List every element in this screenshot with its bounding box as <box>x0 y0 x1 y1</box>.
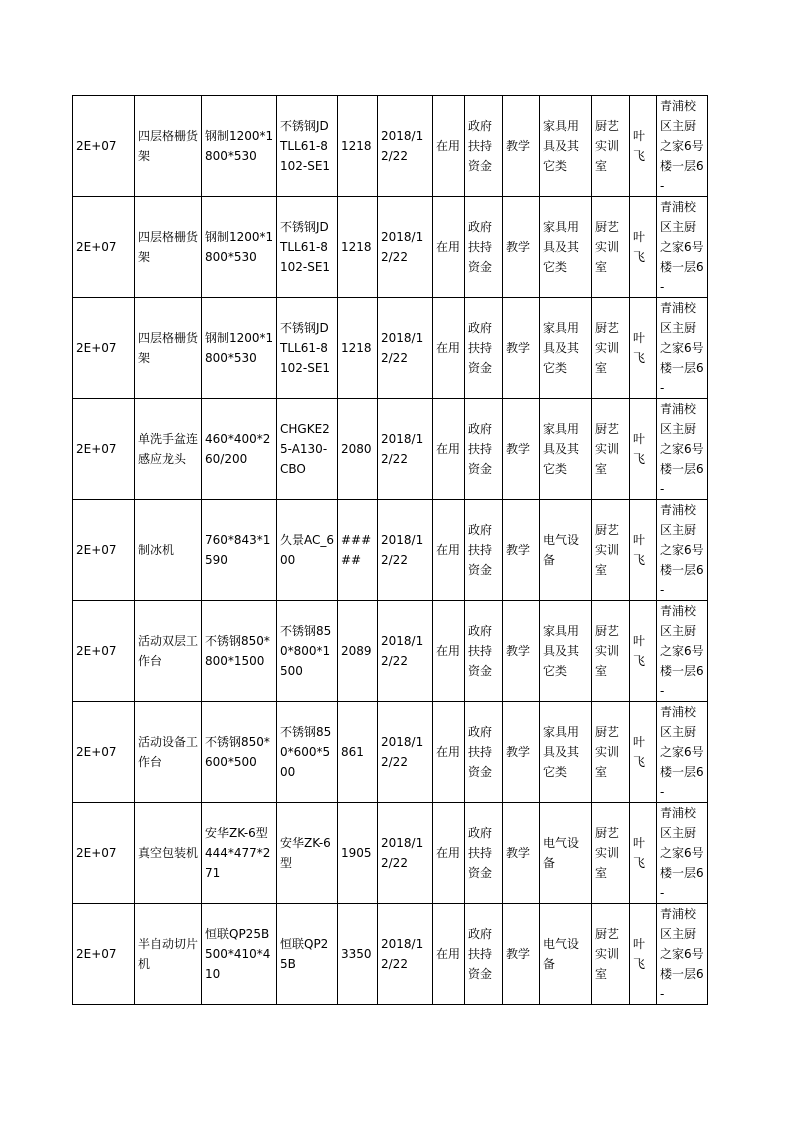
custodian-cell: 叶飞 <box>630 96 657 197</box>
funding-source-cell: 政府扶持资金 <box>465 96 503 197</box>
status-cell: 在用 <box>433 96 465 197</box>
usage-cell: 教学 <box>503 298 540 399</box>
category-cell: 家具用具及其它类 <box>540 399 592 500</box>
spec-cell: 760*843*1590 <box>202 500 277 601</box>
model-cell: 不锈钢850*600*500 <box>277 702 338 803</box>
table-row <box>73 197 708 298</box>
category-cell: 家具用具及其它类 <box>540 96 592 197</box>
asset-table <box>72 95 708 1005</box>
custodian-cell: 叶飞 <box>630 601 657 702</box>
location-cell: 青浦校区主厨之家6号楼一层6- <box>657 803 708 904</box>
table-row <box>73 904 708 1005</box>
department-cell: 厨艺实训室 <box>592 601 630 702</box>
status-cell: 在用 <box>433 601 465 702</box>
asset-name-cell: 活动设备工作台 <box>135 702 202 803</box>
model-cell: 不锈钢JDTLL61-8102-SE1 <box>277 96 338 197</box>
date-cell: 2018/12/22 <box>378 803 433 904</box>
category-cell: 电气设备 <box>540 904 592 1005</box>
asset-number-cell: 2E+07 <box>73 904 135 1005</box>
location-cell: 青浦校区主厨之家6号楼一层6- <box>657 197 708 298</box>
asset-number-cell: 2E+07 <box>73 702 135 803</box>
custodian-cell: 叶飞 <box>630 500 657 601</box>
price-cell: 2089 <box>338 601 378 702</box>
model-cell: CHGKE25-A130-CBO <box>277 399 338 500</box>
date-cell: 2018/12/22 <box>378 399 433 500</box>
table-row <box>73 298 708 399</box>
custodian-cell: 叶飞 <box>630 197 657 298</box>
date-cell: 2018/12/22 <box>378 197 433 298</box>
funding-source-cell: 政府扶持资金 <box>465 904 503 1005</box>
usage-cell: 教学 <box>503 601 540 702</box>
spec-cell: 钢制1200*1800*530 <box>202 298 277 399</box>
category-cell: 家具用具及其它类 <box>540 197 592 298</box>
funding-source-cell: 政府扶持资金 <box>465 803 503 904</box>
asset-name-cell: 四层格栅货架 <box>135 96 202 197</box>
status-cell: 在用 <box>433 904 465 1005</box>
status-cell: 在用 <box>433 803 465 904</box>
asset-name-cell: 真空包装机 <box>135 803 202 904</box>
funding-source-cell: 政府扶持资金 <box>465 500 503 601</box>
status-cell: 在用 <box>433 197 465 298</box>
price-cell: 1218 <box>338 197 378 298</box>
custodian-cell: 叶飞 <box>630 702 657 803</box>
custodian-cell: 叶飞 <box>630 904 657 1005</box>
model-cell: 不锈钢JDTLL61-8102-SE1 <box>277 197 338 298</box>
location-cell: 青浦校区主厨之家6号楼一层6- <box>657 601 708 702</box>
department-cell: 厨艺实训室 <box>592 298 630 399</box>
date-cell: 2018/12/22 <box>378 298 433 399</box>
status-cell: 在用 <box>433 702 465 803</box>
price-cell: 1905 <box>338 803 378 904</box>
category-cell: 电气设备 <box>540 500 592 601</box>
asset-number-cell: 2E+07 <box>73 803 135 904</box>
date-cell: 2018/12/22 <box>378 904 433 1005</box>
price-cell: ##### <box>338 500 378 601</box>
usage-cell: 教学 <box>503 904 540 1005</box>
usage-cell: 教学 <box>503 96 540 197</box>
date-cell: 2018/12/22 <box>378 702 433 803</box>
status-cell: 在用 <box>433 500 465 601</box>
custodian-cell: 叶飞 <box>630 399 657 500</box>
asset-number-cell: 2E+07 <box>73 197 135 298</box>
asset-name-cell: 制冰机 <box>135 500 202 601</box>
date-cell: 2018/12/22 <box>378 500 433 601</box>
location-cell: 青浦校区主厨之家6号楼一层6- <box>657 298 708 399</box>
spec-cell: 安华ZK-6型444*477*271 <box>202 803 277 904</box>
department-cell: 厨艺实训室 <box>592 96 630 197</box>
table-row <box>73 803 708 904</box>
table-body <box>73 96 708 1005</box>
asset-number-cell: 2E+07 <box>73 601 135 702</box>
table-row <box>73 399 708 500</box>
funding-source-cell: 政府扶持资金 <box>465 197 503 298</box>
spec-cell: 恒联QP25B500*410*410 <box>202 904 277 1005</box>
status-cell: 在用 <box>433 298 465 399</box>
table-row <box>73 500 708 601</box>
price-cell: 1218 <box>338 96 378 197</box>
department-cell: 厨艺实训室 <box>592 197 630 298</box>
spec-cell: 不锈钢850*800*1500 <box>202 601 277 702</box>
price-cell: 861 <box>338 702 378 803</box>
custodian-cell: 叶飞 <box>630 803 657 904</box>
department-cell: 厨艺实训室 <box>592 399 630 500</box>
table-row <box>73 96 708 197</box>
location-cell: 青浦校区主厨之家6号楼一层6- <box>657 96 708 197</box>
custodian-cell: 叶飞 <box>630 298 657 399</box>
asset-number-cell: 2E+07 <box>73 298 135 399</box>
table-row <box>73 601 708 702</box>
price-cell: 1218 <box>338 298 378 399</box>
asset-name-cell: 单洗手盆连感应龙头 <box>135 399 202 500</box>
location-cell: 青浦校区主厨之家6号楼一层6- <box>657 702 708 803</box>
location-cell: 青浦校区主厨之家6号楼一层6- <box>657 500 708 601</box>
date-cell: 2018/12/22 <box>378 96 433 197</box>
asset-number-cell: 2E+07 <box>73 96 135 197</box>
asset-number-cell: 2E+07 <box>73 399 135 500</box>
category-cell: 家具用具及其它类 <box>540 702 592 803</box>
usage-cell: 教学 <box>503 702 540 803</box>
table-row <box>73 702 708 803</box>
category-cell: 家具用具及其它类 <box>540 601 592 702</box>
model-cell: 不锈钢850*800*1500 <box>277 601 338 702</box>
date-cell: 2018/12/22 <box>378 601 433 702</box>
usage-cell: 教学 <box>503 399 540 500</box>
department-cell: 厨艺实训室 <box>592 500 630 601</box>
department-cell: 厨艺实训室 <box>592 803 630 904</box>
usage-cell: 教学 <box>503 803 540 904</box>
category-cell: 家具用具及其它类 <box>540 298 592 399</box>
asset-name-cell: 四层格栅货架 <box>135 298 202 399</box>
spec-cell: 钢制1200*1800*530 <box>202 96 277 197</box>
asset-name-cell: 活动双层工作台 <box>135 601 202 702</box>
model-cell: 安华ZK-6型 <box>277 803 338 904</box>
funding-source-cell: 政府扶持资金 <box>465 702 503 803</box>
price-cell: 3350 <box>338 904 378 1005</box>
funding-source-cell: 政府扶持资金 <box>465 601 503 702</box>
model-cell: 恒联QP25B <box>277 904 338 1005</box>
usage-cell: 教学 <box>503 500 540 601</box>
location-cell: 青浦校区主厨之家6号楼一层6- <box>657 399 708 500</box>
spec-cell: 钢制1200*1800*530 <box>202 197 277 298</box>
funding-source-cell: 政府扶持资金 <box>465 399 503 500</box>
price-cell: 2080 <box>338 399 378 500</box>
spec-cell: 不锈钢850*600*500 <box>202 702 277 803</box>
department-cell: 厨艺实训室 <box>592 702 630 803</box>
department-cell: 厨艺实训室 <box>592 904 630 1005</box>
usage-cell: 教学 <box>503 197 540 298</box>
asset-number-cell: 2E+07 <box>73 500 135 601</box>
asset-name-cell: 四层格栅货架 <box>135 197 202 298</box>
status-cell: 在用 <box>433 399 465 500</box>
model-cell: 不锈钢JDTLL61-8102-SE1 <box>277 298 338 399</box>
location-cell: 青浦校区主厨之家6号楼一层6- <box>657 904 708 1005</box>
asset-name-cell: 半自动切片机 <box>135 904 202 1005</box>
model-cell: 久景AC_600 <box>277 500 338 601</box>
category-cell: 电气设备 <box>540 803 592 904</box>
funding-source-cell: 政府扶持资金 <box>465 298 503 399</box>
spec-cell: 460*400*260/200 <box>202 399 277 500</box>
